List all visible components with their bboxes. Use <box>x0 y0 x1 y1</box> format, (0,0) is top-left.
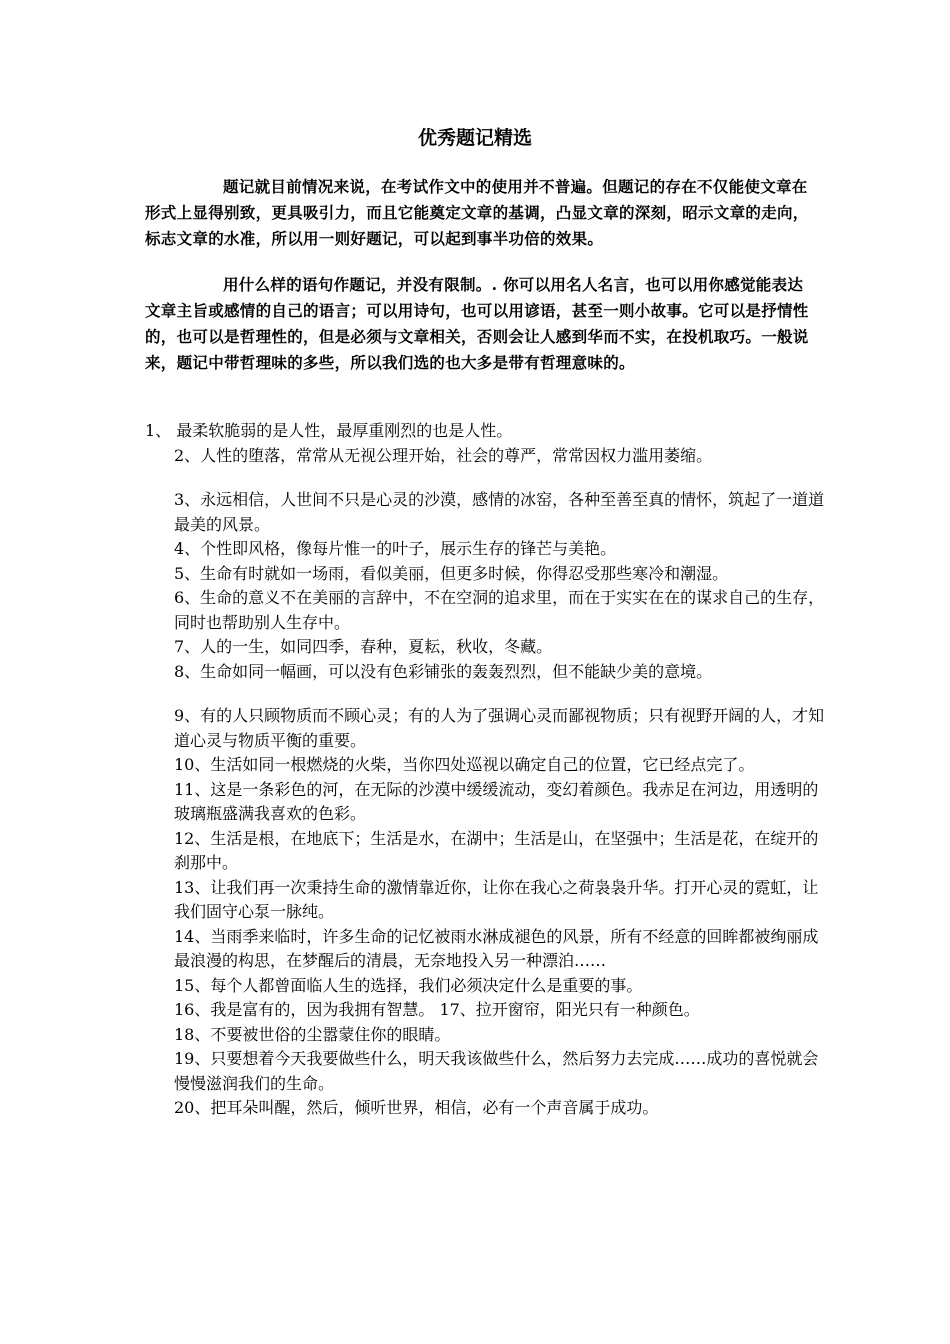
quote-item-12: 12、生活是根，在地底下；生活是水，在湖中；生活是山，在坚强中；生活是花，在绽开的刹那中。 <box>174 828 819 872</box>
quote-item-6: 6、生命的意义不在美丽的言辞中，不在空洞的追求里，而在于实实在在的谋求自己的生存，同时也帮助别人生存中。 <box>174 588 825 632</box>
quote-item-13: 13、让我们再一次秉持生命的激情靠近你，让你在我心之荷袅袅升华。打开心灵的霓虹，让我们固守心泵一脉纯。 <box>174 877 819 921</box>
quote-item-4: 4、个性即风格，像每片惟一的叶子，展示生存的锋芒与美艳。 <box>174 539 617 558</box>
quote-item-7: 7、人的一生，如同四季，春种，夏耘，秋收，冬藏。 <box>174 637 553 656</box>
quote-item-2: 2、人性的堕落，常常从无视公理开始，社会的尊严，常常因权力滥用萎缩。 <box>174 445 713 465</box>
quote-item-11: 11、这是一条彩色的河，在无际的沙漠中缓缓流动，变幻着颜色。我赤足在河边，用透明的玻璃瓶盛满我喜欢的色彩。 <box>174 779 819 823</box>
quote-item-16-17: 16、我是富有的，因为我拥有智慧。 17、拉开窗帘，阳光只有一种颜色。 <box>174 1000 700 1019</box>
quote-item-9: 9、有的人只顾物质而不顾心灵；有的人为了强调心灵而鄙视物质；只有视野开阔的人，才知道心灵与物质平衡的重要。 <box>174 706 825 750</box>
quote-item-20: 20、把耳朵叫醒，然后，倾听世界，相信，必有一个声音属于成功。 <box>174 1098 659 1117</box>
intro-paragraph-2: 用什么样的语句作题记，并没有限制。. 你可以用名人名言，也可以用你感觉能表达文章主旨或感情的自己的语言；可以用诗句，也可以用谚语，甚至一则小故事。它可以是抒情性的，也可以是哲理性的，但是必须与文章相关，否则会让人感到华而不实，在投机取巧。一般说来，题记中带哲理味的多些，所以我们选的也大多是带有哲理意味的。 <box>145 275 809 372</box>
quote-item-3: 3、永远相信，人世间不只是心灵的沙漠，感情的冰窑，各种至善至真的情怀，筑起了一道道最美的风景。 <box>174 490 825 534</box>
quote-item-5: 5、生命有时就如一场雨，看似美丽，但更多时候，你得忍受那些寒冷和潮湿。 <box>174 563 729 583</box>
document-title: 优秀题记精选 <box>417 127 532 149</box>
intro-paragraph-1: 题记就目前情况来说，在考试作文中的使用并不普遍。但题记的存在不仅能使文章在形式上显得别致，更具吸引力，而且它能奠定文章的基调，凸显文章的深刻，昭示文章的走向，标志文章的水准，所以用一则好题记，可以起到事半功倍的效果。 <box>145 177 809 248</box>
quote-item-15: 15、每个人都曾面临人生的选择，我们必须决定什么是重要的事。 <box>174 975 643 995</box>
quote-list <box>145 419 825 1121</box>
quote-item-18: 18、不要被世俗的尘嚣蒙住你的眼睛。 <box>174 1024 451 1044</box>
quote-item-8: 8、生命如同一幅画，可以没有色彩铺张的轰轰烈烈，但不能缺少美的意境。 <box>174 661 713 681</box>
quote-item-14: 14、当雨季来临时，许多生命的记忆被雨水淋成褪色的风景，所有不经意的回眸都被绚丽成最浪漫的构思，在梦醒后的清晨，无奈地投入另一种漂泊…… <box>174 926 819 970</box>
quote-item-1: 1、 最柔软脆弱的是人性，最厚重刚烈的也是人性。 <box>145 421 513 440</box>
quote-item-10: 10、生活如同一根燃烧的火柴，当你四处巡视以确定自己的位置，它已经点完了。 <box>174 755 755 774</box>
quote-item-19: 19、只要想着今天我要做些什么，明天我该做些什么，然后努力去完成……成功的喜悦就会慢慢滋润我们的生命。 <box>174 1049 819 1093</box>
